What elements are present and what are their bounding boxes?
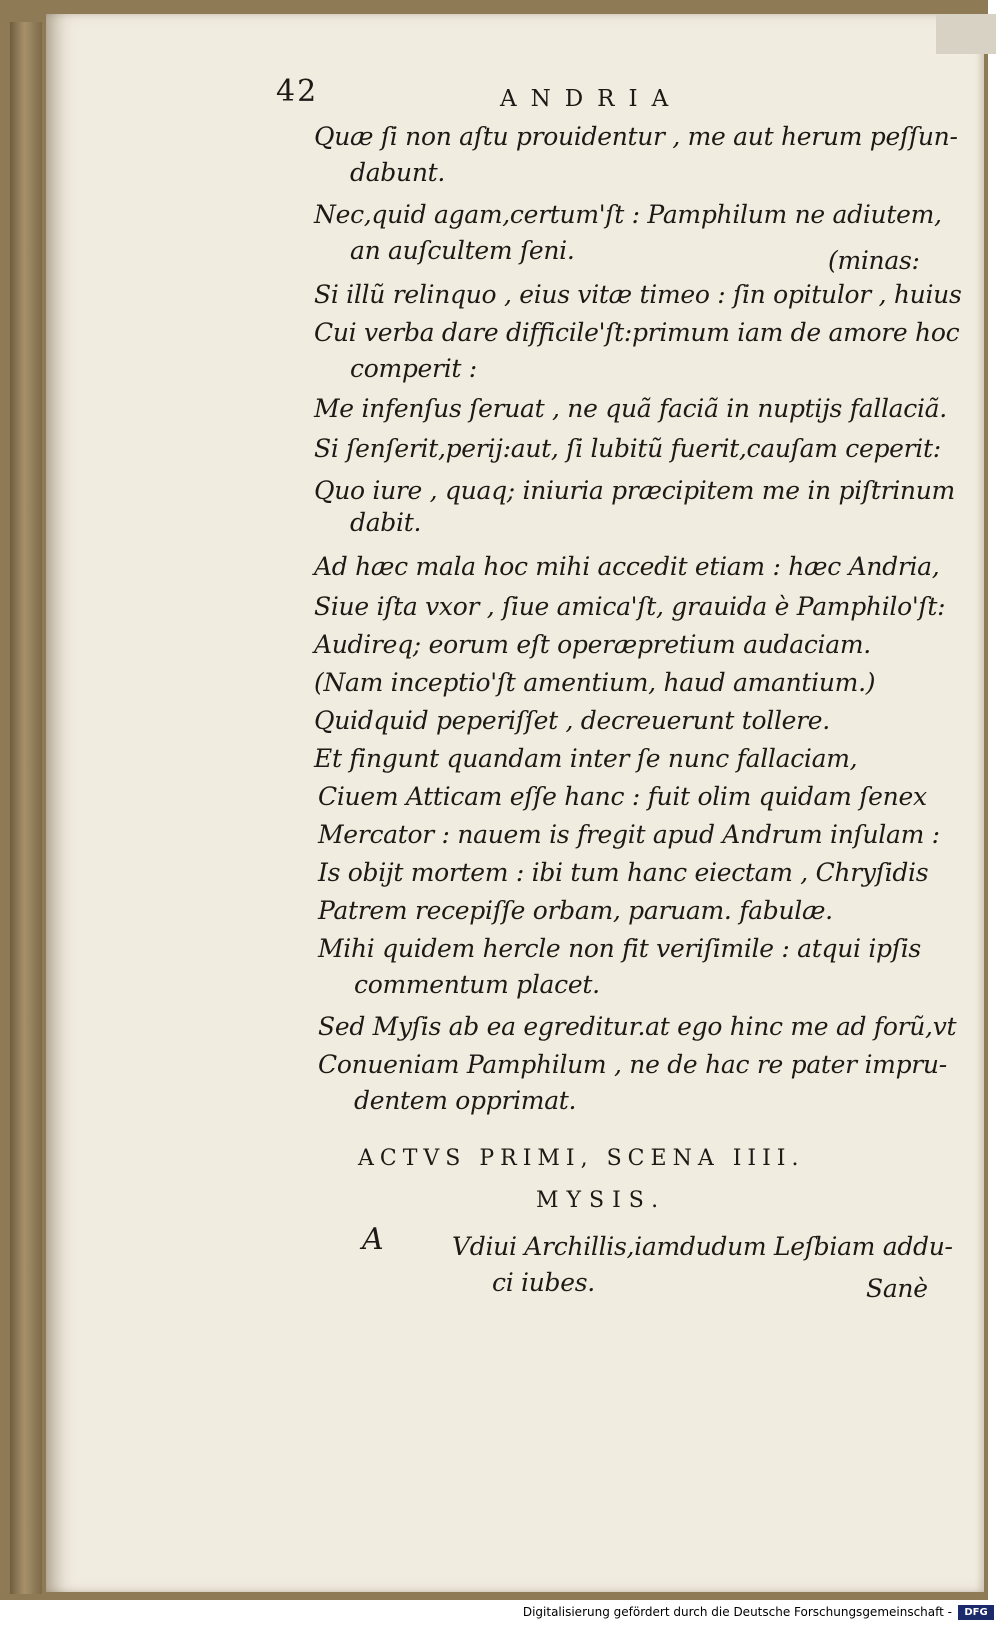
verse-line: (Nam inceptio'ſt amentium, haud amantium.) (314, 668, 876, 697)
verse-line: Vdiui Archillis,iamdudum Leſbiam addu- (452, 1232, 953, 1261)
verse-line: Quo iure , quaq; iniuria præcipitem me in piſtrinum (314, 476, 955, 505)
book-spine-edge (10, 22, 42, 1594)
verse-line: comperit : (350, 354, 477, 383)
drop-cap: A (362, 1222, 384, 1257)
verse-line: Si illũ relinquo , eius vitæ timeo : ſin opitulor , huius (314, 280, 962, 309)
verse-line: Conueniam Pamphilum , ne de hac re pater impru- (318, 1050, 947, 1079)
verse-line: Ad hæc mala hoc mihi accedit etiam : hæc Andria, (314, 552, 940, 581)
speaker-name: MYSIS. (536, 1188, 667, 1213)
dfg-logo: DFG (958, 1605, 994, 1620)
page-corner (936, 14, 996, 54)
verse-line-fragment: (minas: (828, 246, 920, 275)
verse-line: Cui verba dare difficile'ſt:primum iam de amore hoc (314, 318, 960, 347)
verse-line: dabit. (350, 508, 422, 537)
verse-line: dentem opprimat. (354, 1086, 577, 1115)
running-title: ANDRIA (500, 86, 683, 112)
catchword: Sanè (866, 1274, 928, 1303)
verse-line: Siue iſta vxor , ſiue amica'ſt, grauida è Pamphilo'ſt: (314, 592, 946, 621)
verse-line: Mercator : nauem is fregit apud Andrum inſulam : (318, 820, 940, 849)
scene-heading: ACTVS PRIMI, SCENA IIII. (358, 1146, 805, 1171)
verse-line: Ciuem Atticam eſſe hanc : fuit olim quidam ſenex (318, 782, 927, 811)
verse-line: Si ſenſerit,perij:aut, ſi lubitũ fuerit,cauſam ceperit: (314, 434, 941, 463)
verse-line: Nec,quid agam,certum'ſt : Pamphilum ne adiutem, (314, 200, 942, 229)
page-number: 42 (276, 74, 319, 109)
verse-line: ci iubes. (492, 1268, 595, 1297)
footer-credit: Digitalisierung gefördert durch die Deutsche Forschungsgemeinschaft - (522, 1605, 952, 1619)
verse-line: dabunt. (350, 158, 446, 187)
verse-line: Me infenſus ſeruat , ne quã faciã in nuptijs fallaciã. (314, 394, 947, 423)
verse-line: Audireq; eorum eſt operæpretium audaciam. (314, 630, 871, 659)
verse-line: Quidquid peperiſſet , decreuerunt tollere. (314, 706, 830, 735)
footer-bar (0, 1602, 1000, 1625)
verse-line: Mihi quidem hercle non fit veriſimile : atqui ipſis (318, 934, 921, 963)
verse-line: Quæ ſi non aſtu prouidentur , me aut herum peſſun- (314, 122, 958, 151)
verse-line: Is obijt mortem : ibi tum hanc eiectam , Chryſidis (318, 858, 929, 887)
verse-line: Patrem recepiſſe orbam, paruam. fabulæ. (318, 896, 833, 925)
verse-line: commentum placet. (354, 970, 600, 999)
verse-line: an auſcultem ſeni. (350, 236, 575, 265)
verse-line: Sed Myſis ab ea egreditur.at ego hinc me ad forũ,vt (318, 1012, 957, 1041)
verse-line: Et fingunt quandam inter ſe nunc fallaciam, (314, 744, 858, 773)
